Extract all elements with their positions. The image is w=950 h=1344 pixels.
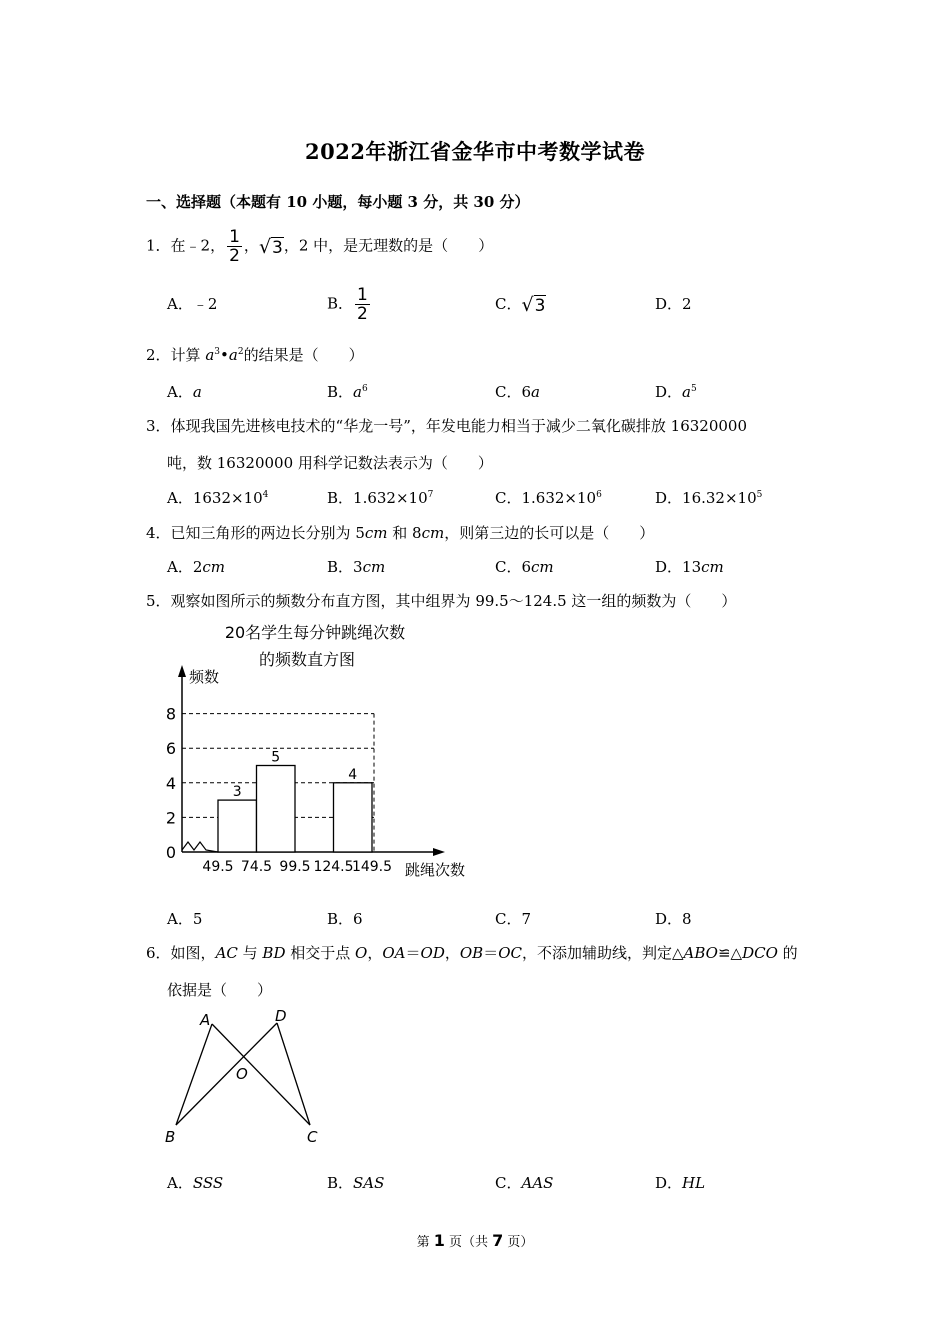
question-text: 在﹣2，: [170, 236, 226, 255]
point-label-b: B: [165, 1128, 176, 1146]
point-label-a: A: [200, 1011, 211, 1029]
chart-title-line-2: 的频数直方图: [258, 650, 356, 669]
x-tick-label: 149.5: [351, 859, 393, 875]
y-tick-label: 0: [165, 843, 176, 862]
question-3-line-2: 吨，数 16320000 用科学记数法表示为（ ）: [167, 454, 493, 472]
segment-dc: [277, 1023, 310, 1125]
question-3: 3．体现我国先进核电技术的“华龙一号”，年发电能力相当于减少二氧化碳排放 16320000: [146, 417, 748, 435]
option-b[interactable]: B．SAS: [327, 1174, 385, 1192]
y-axis-label: 频数: [189, 668, 220, 686]
point-label-d: D: [275, 1007, 287, 1025]
x-axis-label: 跳绳次数: [405, 861, 466, 879]
page-title: 2022年浙江省金华市中考数学试卷: [305, 139, 645, 164]
option-b[interactable]: B．6: [327, 910, 363, 928]
question-number: 5．: [146, 592, 171, 610]
question-number: 2．: [146, 346, 171, 364]
option-c[interactable]: C．$1.632\times 10^6$: [495, 489, 602, 507]
option-a[interactable]: A．SSS: [167, 1174, 224, 1192]
question-number: 4．: [146, 524, 171, 542]
fraction: $\frac{1}{2}$: [229, 227, 240, 266]
option-c[interactable]: C．6cm: [495, 558, 554, 576]
point-label-o: O: [236, 1065, 248, 1083]
question-number: 6．: [146, 944, 171, 962]
segment-ab: [176, 1024, 212, 1125]
x-axis-arrow: [433, 848, 445, 856]
section-heading: 一、选择题（本题有 10 小题，每小题 3 分，共 30 分）: [146, 193, 530, 211]
y-axis-arrow: [178, 665, 186, 677]
question-number: 1．: [146, 236, 171, 255]
option-d[interactable]: D．2: [655, 295, 692, 313]
option-c[interactable]: C．6a: [495, 383, 540, 401]
y-tick-label: 8: [165, 704, 176, 724]
option-d[interactable]: D．$a^5$: [655, 383, 697, 401]
question-6-line-2: 依据是（ ）: [167, 981, 273, 999]
chart-title-line-1: 20名学生每分钟跳绳次数: [224, 623, 406, 642]
point-label-c: C: [307, 1128, 318, 1146]
question-number: 3．: [146, 417, 171, 435]
histogram-bar: [334, 783, 373, 852]
option-a[interactable]: A．2cm: [167, 558, 226, 576]
option-b[interactable]: B．$a^6$: [327, 383, 368, 401]
option-c[interactable]: C．7: [495, 910, 532, 928]
option-d[interactable]: D．$16.32\times 10^5$: [655, 489, 763, 507]
bar-value-label: 5: [271, 749, 281, 766]
page-footer: 第 1 页（共 7 页）: [416, 1231, 534, 1250]
bar-value-label: 3: [232, 784, 242, 801]
option-c[interactable]: C．√3: [495, 294, 546, 316]
option-b[interactable]: B． $\frac{1}{2}$: [327, 285, 368, 324]
option-b[interactable]: B．3cm: [327, 558, 386, 576]
histogram-bar: [218, 800, 257, 852]
bar-value-label: 4: [348, 766, 358, 783]
question-2: 2．计算 $a^3•a^2$的结果是（ ）: [146, 346, 364, 364]
x-tick-label: 124.5: [313, 859, 354, 875]
option-d[interactable]: D．HL: [655, 1174, 706, 1192]
option-d[interactable]: D．8: [655, 910, 692, 928]
square-root: √3: [258, 235, 283, 258]
y-tick-label: 6: [165, 739, 176, 759]
option-a[interactable]: A．$1632\times 10^4$: [167, 489, 269, 507]
option-c[interactable]: C．AAS: [495, 1174, 554, 1192]
question-1: 1．在﹣2， $\frac{1}{2}$ ，√3，2 中，是无理数的是（ ）: [146, 227, 494, 266]
x-tick-label: 49.5: [202, 859, 234, 875]
option-b[interactable]: B．$1.632\times 10^7$: [327, 489, 434, 507]
axis-break: [182, 842, 218, 852]
option-a[interactable]: A．a: [167, 383, 202, 401]
option-a[interactable]: A．﹣2: [167, 295, 218, 313]
frequency-histogram: [160, 615, 490, 895]
y-tick-label: 2: [165, 808, 176, 828]
histogram-bar: [257, 766, 296, 853]
question-text: ，2 中，是无理数的是（ ）: [283, 236, 494, 255]
question-6: 6．如图，AC 与 BD 相交于点 O，OA＝OD，OB＝OC，不添加辅助线，判定△ABO≌△DCO 的: [146, 944, 798, 962]
geometry-figure: [160, 1002, 330, 1152]
option-d[interactable]: D．13cm: [655, 558, 724, 576]
option-a[interactable]: A．5: [167, 910, 203, 928]
x-tick-label: 74.5: [240, 859, 273, 875]
question-4: 4．已知三角形的两边长分别为 5cm 和 8cm，则第三边的长可以是（ ）: [146, 524, 655, 542]
y-tick-label: 4: [165, 773, 176, 793]
x-tick-label: 99.5: [279, 859, 311, 875]
question-5: 5．观察如图所示的频数分布直方图，其中组界为 99.5～124.5 这一组的频数为（ ）: [146, 592, 737, 610]
